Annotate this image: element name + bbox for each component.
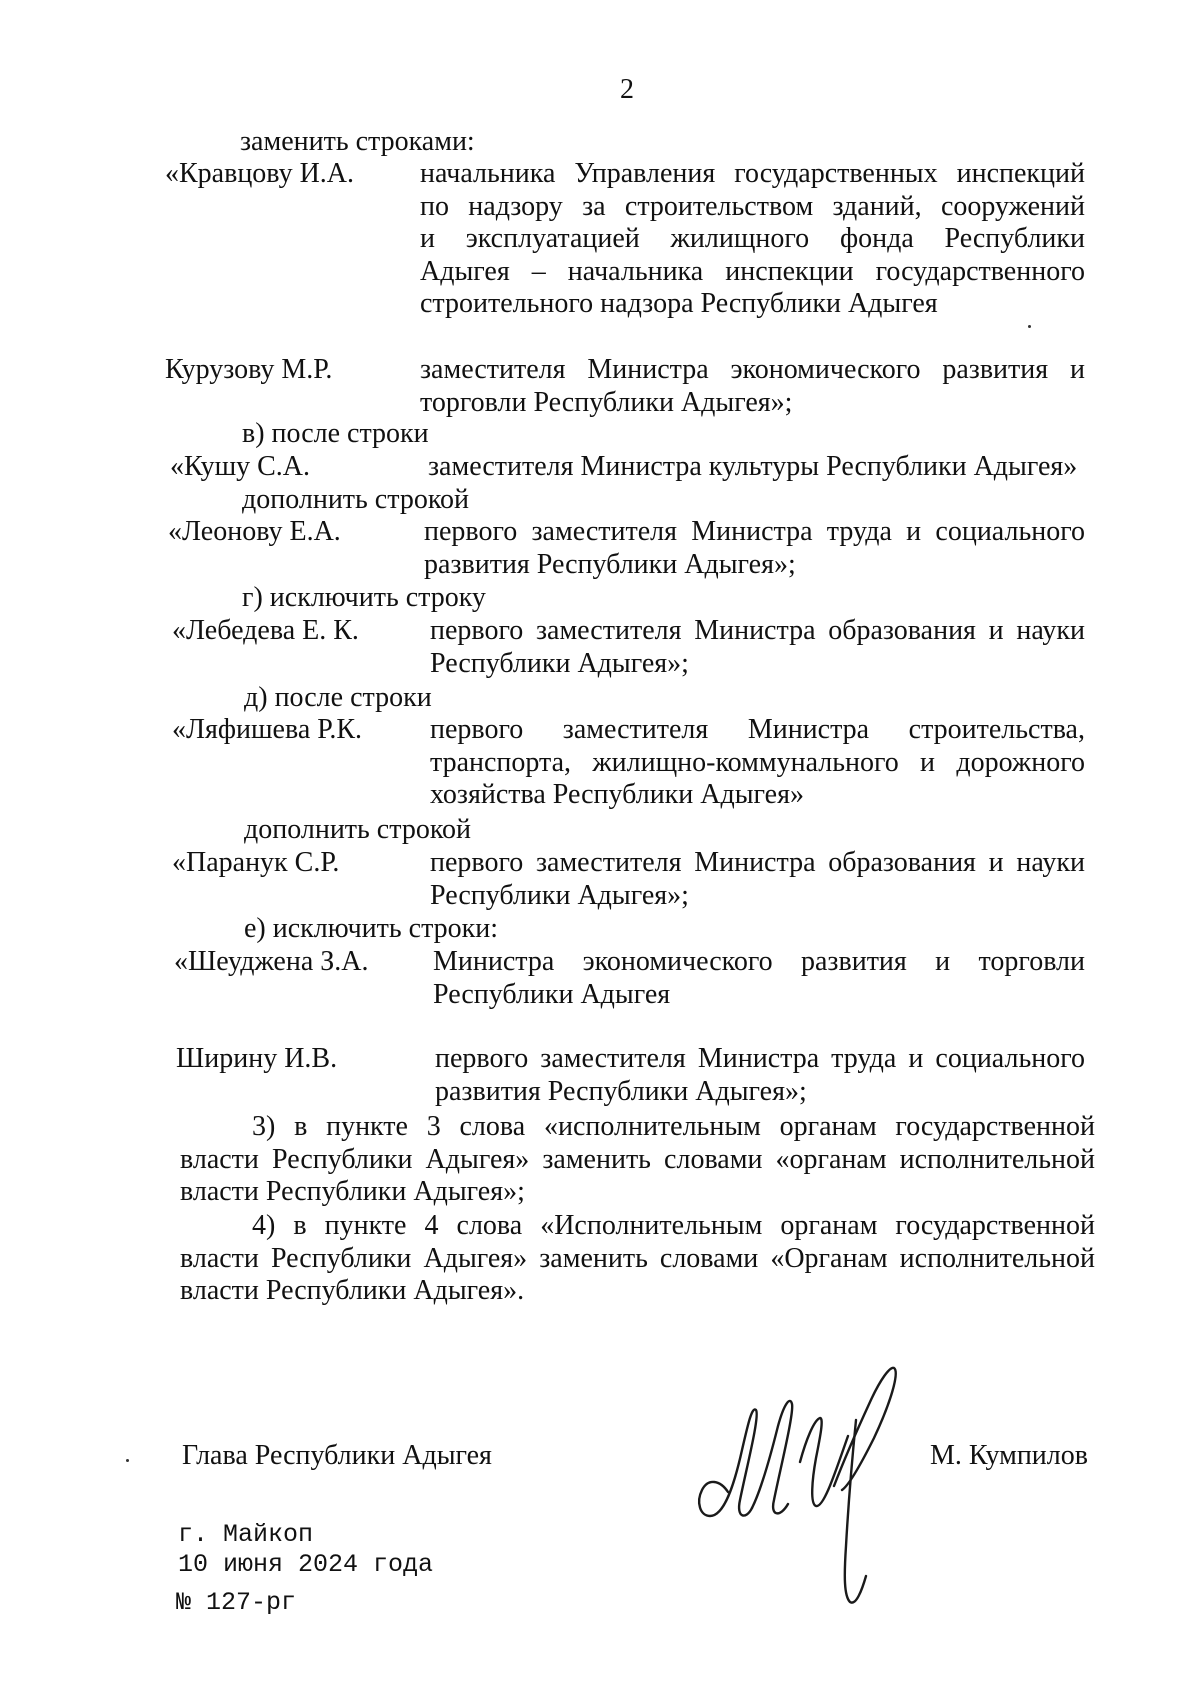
entry-name: «Лебедева Е. К. [172,615,359,646]
description-line: транспорта, жилищно-коммунального и дорожного [430,746,1085,778]
entry-description [424,516,1085,581]
scan-speck [1028,325,1031,328]
paragraph-line: 4) в пункте 4 слова «Исполнительным органам государственной [252,1210,1095,1241]
description-line: первого заместителя Министра труда и социального [424,516,1085,547]
entry-description [420,354,1085,419]
instruction-e: е) исключить строки: [244,913,499,944]
paragraph-item-3 [180,1111,1095,1209]
entry-description [428,451,1085,484]
paragraph-line: власти Республики Адыгея». [180,1275,525,1306]
instruction-d-add: дополнить строкой [244,814,471,845]
entry-name: Курузову М.Р. [165,354,333,385]
entry-name: «Паранук С.Р. [172,847,340,878]
description-line: заместителя Министра экономического развития и [420,354,1085,385]
entry-description [430,847,1085,912]
paragraph-line: власти Республики Адыгея» заменить словами «Органам исполнительной [180,1242,1095,1274]
intro-line: заменить строками: [240,126,475,157]
description-line: заместителя Министра культуры Республики Адыгея» [428,451,1078,482]
margin-speck [126,1459,129,1462]
description-line: первого заместителя Министра строительства, [430,714,1085,745]
document-number: № 127-рг [176,1588,297,1617]
signer-name: М. Кумпилов [930,1440,1088,1471]
paragraph-line: власти Республики Адыгея» заменить словами «органам исполнительной [180,1143,1095,1175]
signer-position: Глава Республики Адыгея [182,1440,492,1471]
description-line: Министра экономического развития и торговли [433,946,1085,977]
description-line: первого заместителя Министра образования и науки [430,615,1085,646]
description-line: по надзору за строительством зданий, сооружений [420,190,1085,222]
description-line: строительного надзора Республики Адыгея [420,288,938,319]
description-line: Республики Адыгея»; [430,647,689,679]
description-line: торговли Республики Адыгея»; [420,386,793,418]
instruction-d: д) после строки [244,682,432,713]
description-line: первого заместителя Министра образования и науки [430,847,1085,878]
paragraph-item-4 [180,1210,1095,1308]
instruction-v-add: дополнить строкой [242,484,469,515]
paragraph-line: 3) в пункте 3 слова «исполнительным органам государственной [252,1111,1095,1142]
description-line: Республики Адыгея [433,978,671,1010]
entry-name: «Ляфишева Р.К. [172,714,363,745]
page-number: 2 [620,74,634,105]
description-line: развития Республики Адыгея»; [424,548,796,580]
entry-name: «Кравцову И.А. [165,158,355,189]
handwritten-signature [690,1340,930,1615]
entry-description [430,615,1085,680]
entry-name: Ширину И.В. [176,1043,338,1074]
description-line: и эксплуатацией жилищного фонда Республики [420,223,1085,254]
entry-name: «Кушу С.А. [170,451,311,482]
description-line: первого заместителя Министра труда и социального [435,1043,1085,1074]
description-line: Республики Адыгея»; [430,879,689,911]
entry-description [430,714,1085,812]
paragraph-line: власти Республики Адыгея»; [180,1176,525,1207]
description-line: начальника Управления государственных инспекций [420,158,1085,189]
description-line: хозяйства Республики Адыгея» [430,779,804,810]
description-line: развития Республики Адыгея»; [435,1075,807,1107]
entry-name: «Шеуджена З.А. [174,946,369,977]
footer-date: 10 июня 2024 года [178,1550,434,1579]
description-line: Адыгея – начальника инспекции государственного [420,255,1085,287]
entry-description [433,946,1085,1011]
instruction-g: г) исключить строку [242,582,486,613]
footer-city: г. Майкоп [178,1520,314,1549]
entry-description [435,1043,1085,1108]
entry-name: «Леонову Е.А. [168,516,341,547]
entry-description [420,158,1085,321]
instruction-v: в) после строки [242,418,429,449]
